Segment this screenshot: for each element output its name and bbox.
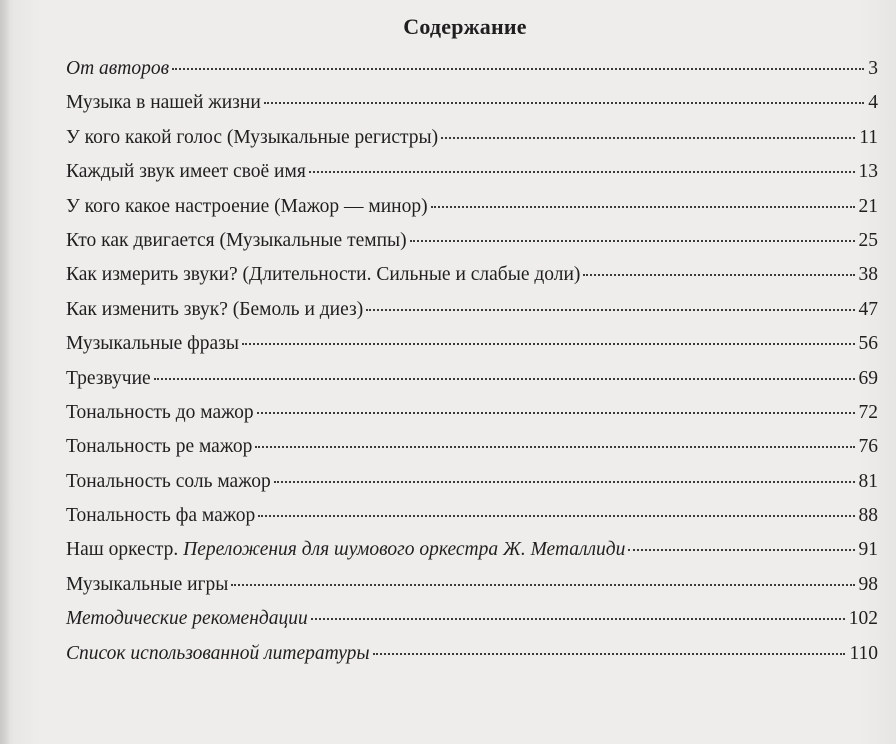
toc-entry-title: Список использованной литературы xyxy=(66,642,370,664)
toc-entry-page: 13 xyxy=(858,161,878,183)
dot-leader xyxy=(373,653,846,655)
toc-entry xyxy=(66,533,878,567)
toc-entry-page: 56 xyxy=(858,333,878,355)
toc-entry-title: Музыкальные игры xyxy=(66,573,229,595)
dot-leader xyxy=(257,412,855,414)
dot-leader xyxy=(231,584,854,586)
dot-leader xyxy=(154,378,855,380)
toc-entry-page: 81 xyxy=(858,470,878,492)
toc-entry-page: 110 xyxy=(849,642,878,664)
toc-entry-page: 38 xyxy=(858,264,878,286)
toc-entry-title: У кого какой голос (Музыкальные регистры) xyxy=(66,126,439,148)
toc-entry-title: Тональность соль мажор xyxy=(66,470,271,492)
toc-entry-title: Каждый звук имеет своё имя xyxy=(66,161,306,183)
toc-entry-page: 72 xyxy=(858,401,878,423)
toc-entry xyxy=(66,430,878,464)
dot-leader xyxy=(583,274,854,276)
toc-entry-page: 91 xyxy=(858,539,878,561)
dot-leader xyxy=(410,240,855,242)
toc-entry xyxy=(66,190,878,224)
dot-leader xyxy=(264,102,864,104)
toc-entry-page: 102 xyxy=(848,608,878,630)
toc-entry-page: 4 xyxy=(868,92,878,114)
toc-entry xyxy=(66,293,878,327)
toc-entry-title: Как измерить звуки? (Длительности. Сильные и слабые доли) xyxy=(66,264,581,286)
toc-entry-page: 11 xyxy=(859,126,878,148)
toc-entry xyxy=(66,258,878,292)
toc-entry xyxy=(66,396,878,430)
toc-entry-page: 69 xyxy=(858,367,878,389)
dot-leader xyxy=(274,481,855,483)
toc-entry xyxy=(66,465,878,499)
page-title: Содержание xyxy=(403,14,527,39)
toc-entry-page: 88 xyxy=(858,505,878,527)
toc-entry-title: Тональность ре мажор xyxy=(66,436,253,458)
dot-leader xyxy=(172,68,864,70)
toc-entry-title: У кого какое настроение (Мажор — минор) xyxy=(66,195,428,217)
toc-entry-page: 98 xyxy=(858,573,878,595)
dot-leader xyxy=(441,137,855,139)
dot-leader xyxy=(311,618,845,620)
toc-entry xyxy=(66,499,878,533)
toc-entry xyxy=(66,155,878,189)
toc-entry xyxy=(66,52,878,86)
toc-entry-title: Наш оркестр. Переложения для шумового оркестра Ж. Металлиди xyxy=(66,539,626,561)
toc-entry xyxy=(66,637,878,671)
toc-entry-title: Музыкальные фразы xyxy=(66,333,239,355)
toc-entry-page: 21 xyxy=(858,195,878,217)
toc-entry-page: 25 xyxy=(858,229,878,251)
toc-entry-title: Методические рекомендации xyxy=(66,608,308,630)
dot-leader xyxy=(309,171,855,173)
toc-entry-title: Тональность до мажор xyxy=(66,401,254,423)
toc-entry-title: От авторов xyxy=(66,58,170,79)
spine-shadow xyxy=(0,0,10,744)
toc-entry-title: Музыка в нашей жизни xyxy=(66,92,261,114)
toc-entry-title: Кто как двигается (Музыкальные темпы) xyxy=(66,229,407,251)
dot-leader xyxy=(366,309,854,311)
dot-leader xyxy=(628,549,854,551)
toc-entry-page: 47 xyxy=(858,298,878,320)
dot-leader xyxy=(255,446,854,448)
toc-entry-page: 76 xyxy=(858,436,878,458)
table-of-contents xyxy=(66,52,878,671)
toc-entry-title: Как изменить звук? (Бемоль и диез) xyxy=(66,298,364,320)
toc-entry xyxy=(66,121,878,155)
dot-leader xyxy=(258,515,854,517)
toc-entry-title: Трезвучие xyxy=(66,367,151,389)
dot-leader xyxy=(431,206,855,208)
toc-entry xyxy=(66,86,878,120)
dot-leader xyxy=(242,343,855,345)
toc-entry-title: Тональность фа мажор xyxy=(66,505,256,527)
toc-entry xyxy=(66,362,878,396)
toc-entry xyxy=(66,568,878,602)
toc-entry xyxy=(66,224,878,258)
toc-entry-page: 3 xyxy=(868,58,878,79)
toc-entry xyxy=(66,327,878,361)
toc-entry xyxy=(66,602,878,636)
